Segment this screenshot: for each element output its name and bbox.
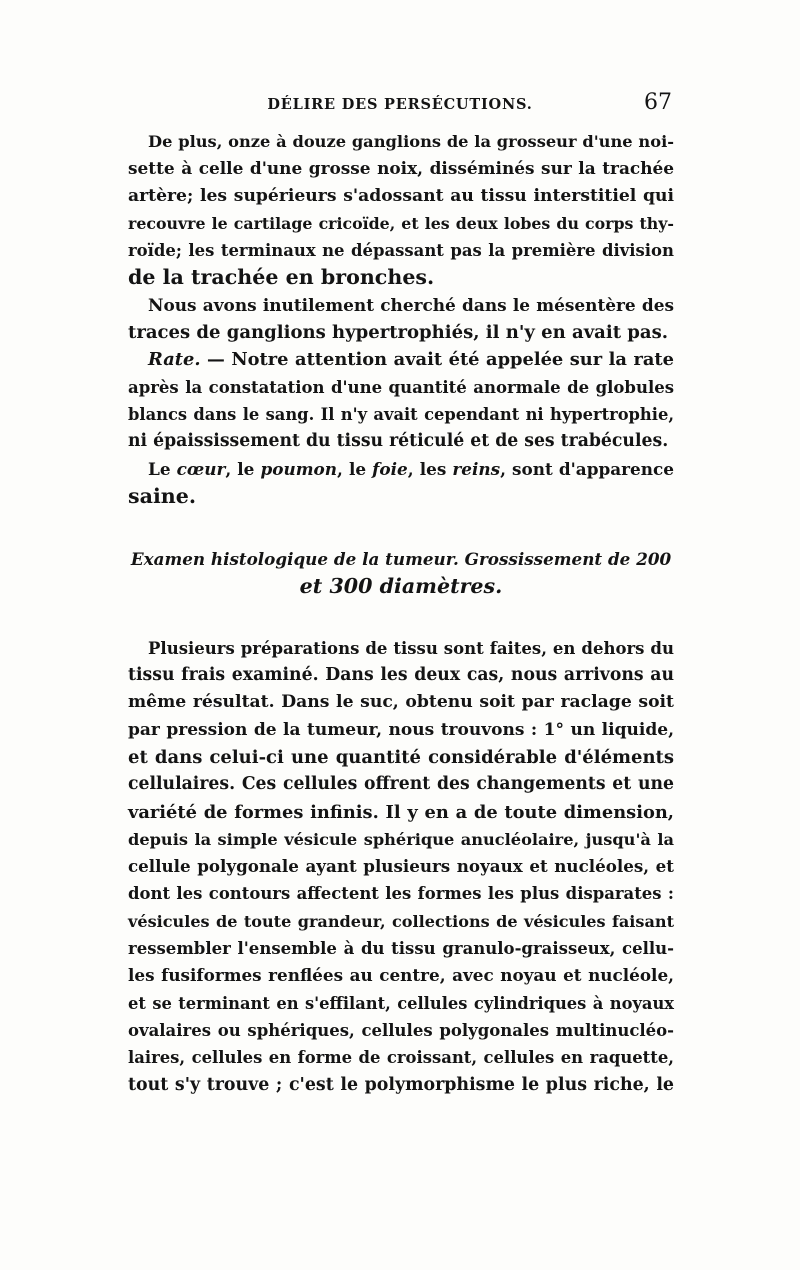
text-span: , le [225, 458, 261, 479]
text-line [128, 456, 674, 483]
text-line: ni épaississement du tissu réticulé et de ses trabécules. [128, 431, 669, 452]
organ-name: foie [372, 458, 408, 479]
text-line: même résultat. Dans le suc, obtenu soit par raclage soit [128, 692, 674, 713]
section-title-line: et 300 diamètres. [299, 574, 503, 599]
organ-name: cœur [176, 458, 226, 479]
text-line: blancs dans le sang. Il n'y avait cependant ni hypertrophie, [128, 404, 674, 424]
paragraph [128, 456, 674, 511]
text-span: — Notre attention avait été appelée sur la rate [200, 349, 674, 371]
organ-name: reins [452, 458, 501, 479]
paragraph [128, 292, 674, 347]
paragraph [128, 346, 674, 455]
text-line: cellulaires. Ces cellules offrent des changements et une [128, 774, 674, 795]
rate-heading: Rate. [148, 349, 201, 371]
text-line: De plus, onze à douze ganglions de la grosseur d'une noi- [148, 132, 674, 151]
section-title [128, 546, 674, 601]
text-span: , les [407, 458, 453, 479]
organ-name: poumon [260, 458, 338, 479]
page-number: 67 [644, 90, 672, 115]
text-line: roïde; les terminaux ne dépassant pas la première division [128, 241, 674, 261]
section-title-line: Examen histologique de la tumeur. Grossissement de 200 [130, 549, 672, 570]
text-line: de la trachée en bronches. [128, 265, 435, 290]
text-line: tissu frais examiné. Dans les deux cas, nous arrivons au [128, 665, 674, 686]
text-line: Nous avons inutilement cherché dans le mésentère des [148, 294, 674, 315]
text-line: recouvre le cartilage cricoïde, et les deux lobes du corps thy- [128, 213, 674, 233]
text-line: par pression de la tumeur, nous trouvons : 1° un liquide, [128, 719, 674, 740]
text-span: , le [337, 458, 373, 479]
text-line: les fusiformes renflées au centre, avec noyau et nucléole, [128, 965, 674, 986]
text-line: traces de ganglions hypertrophiés, il n'y en avait pas. [128, 322, 669, 344]
text-line: laires, cellules en forme de croissant, cellules en raquette, [128, 1048, 674, 1068]
text-line [128, 346, 674, 373]
paragraph [128, 635, 674, 1099]
text-line: tout s'y trouve ; c'est le polymorphisme le plus riche, le [128, 1074, 674, 1095]
text-span: , sont d'apparence [500, 458, 674, 479]
text-line: et se terminant en s'effilant, cellules cylindriques à noyaux [128, 993, 674, 1013]
running-header [128, 90, 672, 120]
text-line: dont les contours affectent les formes les plus disparates : [128, 884, 674, 904]
running-title: DÉLIRE DES PERSÉCUTIONS. [267, 96, 533, 113]
text-line: ressembler l'ensemble à du tissu granulo-graisseux, cellu- [128, 938, 674, 959]
text-line: artère; les supérieurs s'adossant au tissu interstitiel qui [128, 185, 674, 206]
paragraph [128, 128, 674, 292]
text-line: cellule polygonale ayant plusieurs noyaux et nucléoles, et [128, 856, 674, 877]
text-line: sette à celle d'une grosse noix, disséminés sur la trachée [128, 158, 674, 179]
text-line: après la constatation d'une quantité anormale de globules [128, 377, 674, 397]
body-text [128, 128, 674, 1099]
text-line: et dans celui-ci une quantité considérable d'éléments [128, 746, 674, 768]
text-line: Plusieurs préparations de tissu sont faites, en dehors du [148, 637, 674, 658]
text-line: ovalaires ou sphériques, cellules polygonales multinucléo- [128, 1020, 674, 1040]
text-line: variété de formes infinis. Il y en a de toute dimension, [128, 801, 674, 823]
text-span: Le [148, 458, 177, 479]
text-line: depuis la simple vésicule sphérique anucléolaire, jusqu'à la [128, 829, 674, 849]
text-line: saine. [128, 483, 197, 508]
text-line: vésicules de toute grandeur, collections de vésicules faisant [128, 911, 674, 931]
